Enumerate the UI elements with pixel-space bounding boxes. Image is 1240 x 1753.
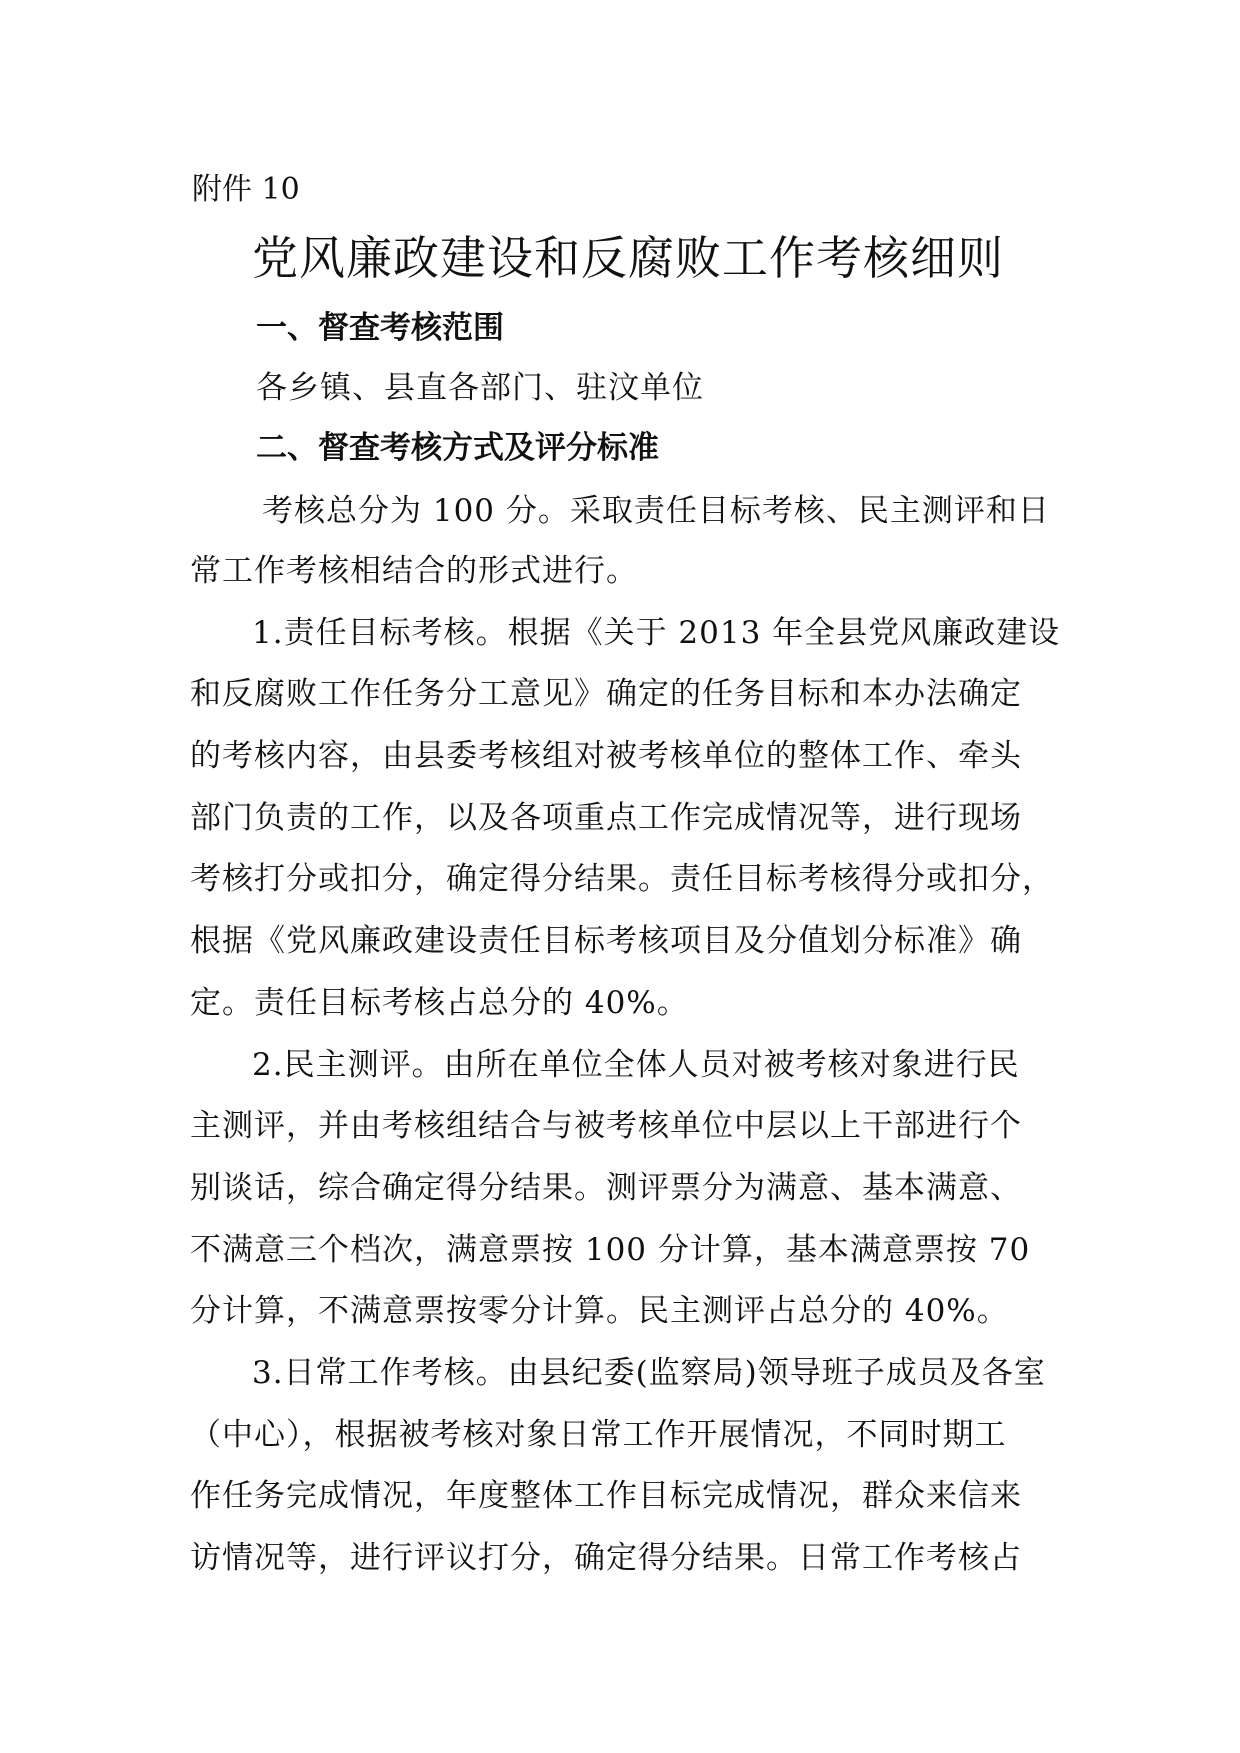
- paragraph-line: 考核总分为 100 分。采取责任目标考核、民主测评和日: [262, 493, 1050, 529]
- paragraph-line: 访情况等，进行评议打分，确定得分结果。日常工作考核占: [190, 1540, 1022, 1576]
- paragraph-line: 和反腐败工作任务分工意见》确定的任务目标和本办法确定: [190, 676, 1022, 712]
- paragraph-line: （中心），根据被考核对象日常工作开展情况，不同时期工: [190, 1417, 1007, 1453]
- paragraph-line: 别谈话，综合确定得分结果。测评票分为满意、基本满意、: [190, 1170, 1022, 1206]
- paragraph-line: 定。责任目标考核占总分的 40%。: [190, 985, 689, 1021]
- paragraph-line: 部门负责的工作，以及各项重点工作完成情况等，进行现场: [190, 800, 1022, 836]
- paragraph-line: 根据《党风廉政建设责任目标考核项目及分值划分标准》确: [190, 923, 1022, 959]
- paragraph-line: 作任务完成情况，年度整体工作目标完成情况，群众来信来: [190, 1478, 1022, 1514]
- document-title: 党风廉政建设和反腐败工作考核细则: [252, 231, 1004, 285]
- scope-body: 各乡镇、县直各部门、驻汶单位: [256, 370, 704, 406]
- paragraph-line: 常工作考核相结合的形式进行。: [190, 553, 638, 589]
- paragraph-line: 3.日常工作考核。由县纪委(监察局)领导班子成员及各室: [252, 1355, 1046, 1391]
- attachment-label: 附件 10: [192, 172, 300, 207]
- section-heading-scope: 一、督查考核范围: [256, 310, 504, 346]
- paragraph-line: 分计算，不满意票按零分计算。民主测评占总分的 40%。: [190, 1293, 1009, 1329]
- paragraph-line: 不满意三个档次，满意票按 100 分计算，基本满意票按 70: [190, 1232, 1031, 1268]
- paragraph-line: 的考核内容，由县委考核组对被考核单位的整体工作、牵头: [190, 738, 1022, 774]
- section-heading-method: 二、督查考核方式及评分标准: [256, 430, 659, 466]
- paragraph-line: 2.民主测评。由所在单位全体人员对被考核对象进行民: [252, 1047, 1020, 1083]
- paragraph-line: 考核打分或扣分，确定得分结果。责任目标考核得分或扣分，: [190, 861, 1054, 897]
- paragraph-line: 1.责任目标考核。根据《关于 2013 年全县党风廉政建设: [252, 615, 1061, 651]
- paragraph-line: 主测评，并由考核组结合与被考核单位中层以上干部进行个: [190, 1108, 1022, 1144]
